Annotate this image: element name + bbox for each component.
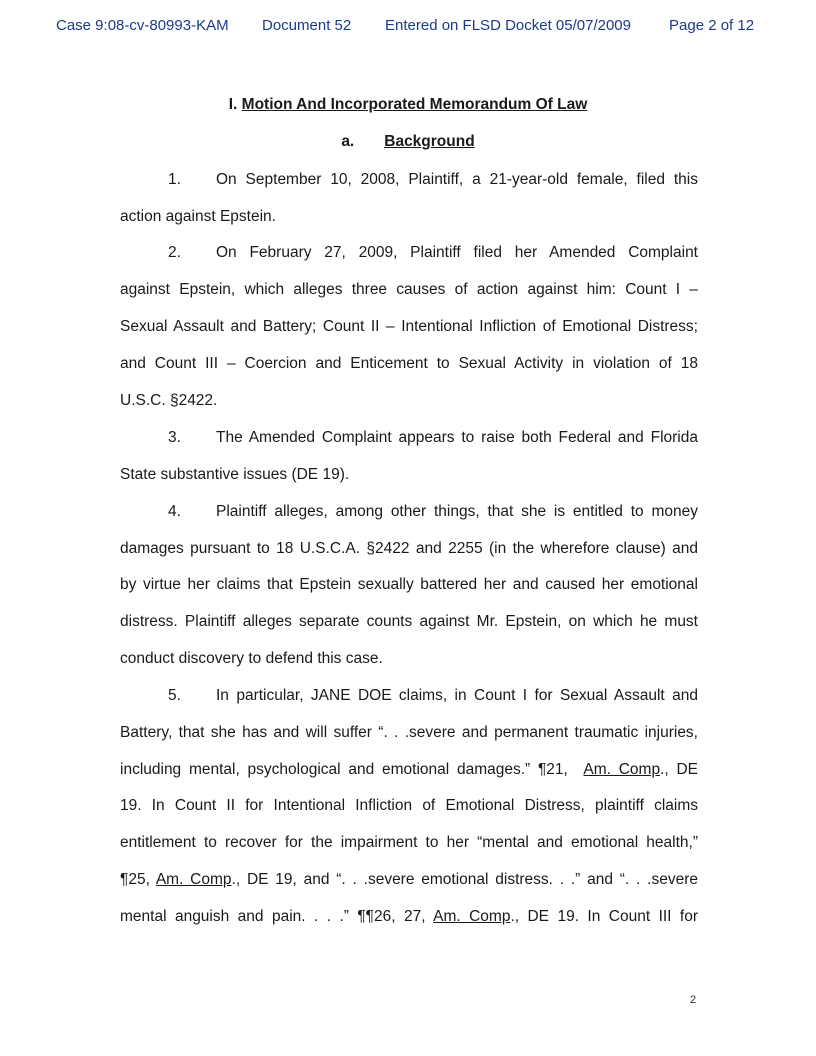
paragraph-number: 5. xyxy=(168,687,181,704)
subsection-title: Background xyxy=(384,133,475,150)
paragraph-number: 2. xyxy=(168,244,181,261)
paragraph-line: On September 10, 2008, Plaintiff, a 21-year-old female, filed this xyxy=(216,171,698,188)
subsection-heading xyxy=(0,133,816,151)
paragraph-line: distress. Plaintiff alleges separate counts against Mr. Epstein, on which he must xyxy=(120,613,698,630)
paragraph-line: entitlement to recover for the impairment to her “mental and emotional health,” xyxy=(120,834,698,851)
paragraph-line: against Epstein, which alleges three causes of action against him: Count I – xyxy=(120,281,698,298)
line-text: ., DE 19. In Count III for xyxy=(510,908,698,925)
paragraph-line: Sexual Assault and Battery; Count II – Intentional Infliction of Emotional Distress; xyxy=(120,318,698,335)
paragraph-line: The Amended Complaint appears to raise both Federal and Florida xyxy=(216,429,698,446)
paragraph-line: and Count III – Coercion and Enticement to Sexual Activity in violation of 18 xyxy=(120,355,698,372)
citation-am-comp: Am. Comp xyxy=(583,761,661,778)
citation-am-comp: Am. Comp xyxy=(155,871,232,888)
paragraph-line xyxy=(120,760,698,780)
paragraph-line: damages pursuant to 18 U.S.C.A. §2422 and 2255 (in the wherefore clause) and xyxy=(120,540,698,557)
line-text: ¶25, xyxy=(120,871,150,888)
docket-page-count: Page 2 of 12 xyxy=(669,17,755,34)
docket-header xyxy=(0,17,816,39)
paragraph-number: 1. xyxy=(168,171,181,188)
paragraph-line: by virtue her claims that Epstein sexually battered her and caused her emotional xyxy=(120,576,698,593)
section-title-text: Motion And Incorporated Memorandum Of Law xyxy=(241,96,588,113)
paragraph-line: On February 27, 2009, Plaintiff filed her Amended Complaint xyxy=(216,244,698,261)
paragraph-line: Plaintiff alleges, among other things, that she is entitled to money xyxy=(216,503,698,520)
paragraph-line: U.S.C. §2422. xyxy=(120,392,218,409)
line-text: ., DE xyxy=(660,761,698,778)
page-number: 2 xyxy=(690,994,697,1006)
paragraph-number: 3. xyxy=(168,429,181,446)
paragraph-line xyxy=(120,907,698,927)
paragraph-line: In particular, JANE DOE claims, in Count I for Sexual Assault and xyxy=(216,687,698,704)
citation-am-comp: Am. Comp xyxy=(433,908,511,925)
line-text: mental anguish and pain. . . .” ¶¶26, 27, xyxy=(120,908,426,925)
line-text: including mental, psychological and emotional damages.” ¶21, xyxy=(120,761,568,778)
subsection-label: a. xyxy=(341,133,355,150)
paragraph-line xyxy=(120,870,698,890)
docket-document-number: Document 52 xyxy=(262,17,352,34)
paragraph-line: State substantive issues (DE 19). xyxy=(120,466,350,483)
paragraph-line: action against Epstein. xyxy=(120,208,276,225)
paragraph-line: 19. In Count II for Intentional Infliction of Emotional Distress, plaintiff claims xyxy=(120,797,698,814)
paragraph-line: Battery, that she has and will suffer “. . .severe and permanent traumatic injuries, xyxy=(120,724,698,741)
docket-entered-date: Entered on FLSD Docket 05/07/2009 xyxy=(385,17,631,34)
section-title xyxy=(0,96,816,114)
docket-case-number: Case 9:08-cv-80993-KAM xyxy=(56,17,229,34)
line-text: ., DE 19, and “. . .severe emotional distress. . .” and “. . .severe xyxy=(231,871,698,888)
section-title-prefix: I. xyxy=(228,96,238,113)
paragraph-line: conduct discovery to defend this case. xyxy=(120,650,383,667)
paragraph-number: 4. xyxy=(168,503,181,520)
